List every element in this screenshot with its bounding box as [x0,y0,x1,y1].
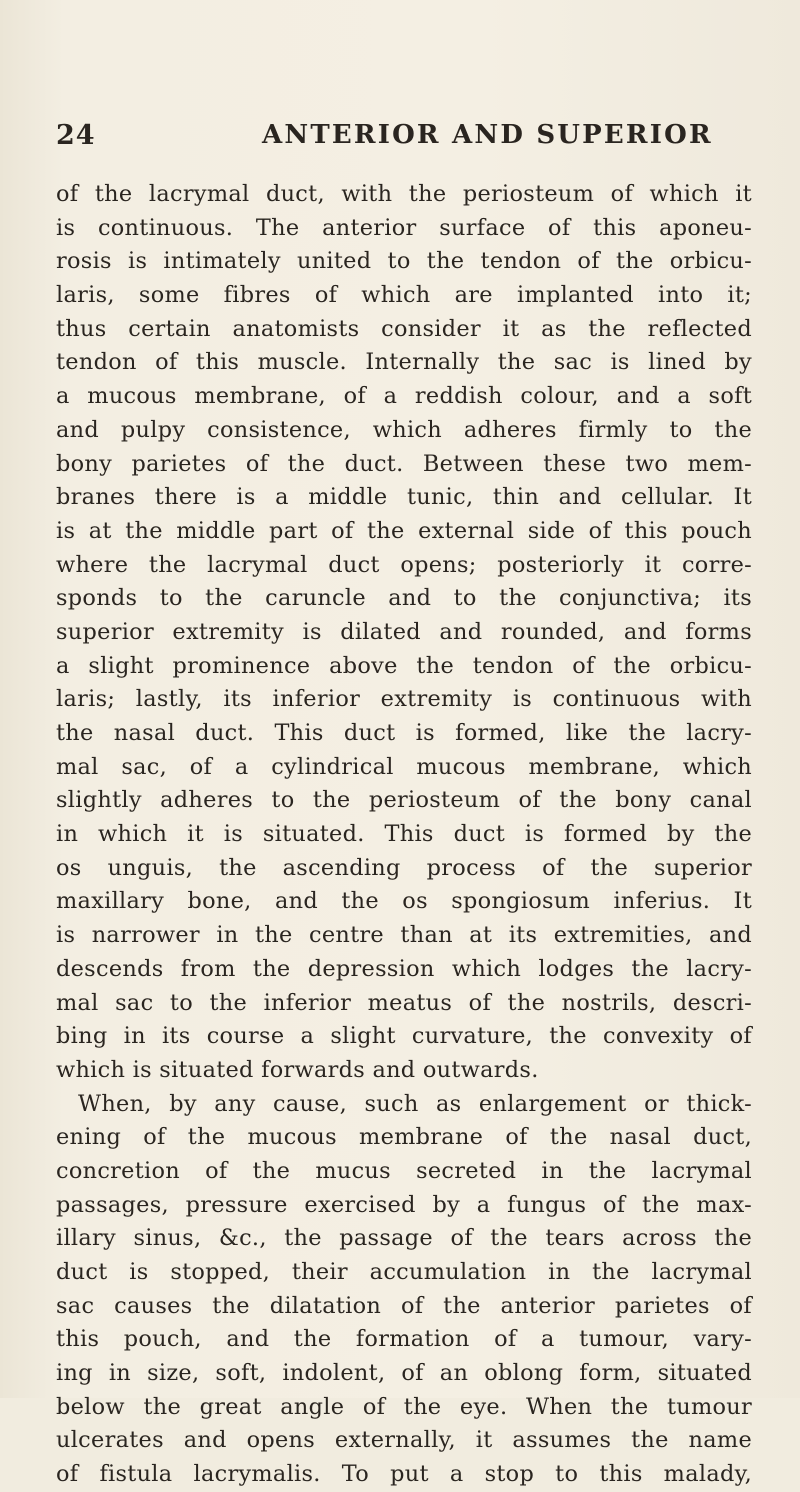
text-line: branes there is a middle tunic, thin and cellular. It [56,484,752,511]
text-line: bony parietes of the duct. Between these two mem- [56,450,752,477]
text-line: tendon of this muscle. Internally the sac is lined by [56,349,752,376]
body-text [56,178,752,1492]
text-line: in which it is situated. This duct is formed by the [56,821,752,848]
page-number: 24 [56,120,96,151]
running-head: ANTERIOR AND SUPERIOR [262,120,713,150]
text-line: laris, some fibres of which are implanted into it; [56,282,752,309]
text-line: concretion of the mucus secreted in the lacrymal [56,1157,752,1184]
text-line: ulcerates and opens externally, it assumes the name [56,1427,752,1454]
text-line: superior extremity is dilated and rounded, and forms [56,618,752,645]
text-line: os unguis, the ascending process of the superior [56,854,752,881]
text-line: a mucous membrane, of a reddish colour, and a soft [56,383,752,410]
text-line: below the great angle of the eye. When the tumour [56,1393,752,1420]
text-line: descends from the depression which lodges the lacry- [56,955,752,982]
page-header [56,120,756,160]
text-line: maxillary bone, and the os spongiosum inferius. It [56,888,752,915]
text-line: the nasal duct. This duct is formed, like the lacry- [56,720,752,746]
text-line: is narrower in the centre than at its extremities, and [56,922,752,949]
text-line: this pouch, and the formation of a tumour, vary- [56,1326,752,1353]
text-line: When, by any cause, such as enlargement or thick- [78,1090,752,1117]
text-line: and pulpy consistence, which adheres firmly to the [56,416,752,443]
text-line: laris; lastly, its inferior extremity is continuous with [56,686,752,713]
text-line: passages, pressure exercised by a fungus of the max- [56,1191,752,1218]
text-line: illary sinus, &c., the passage of the tears across the [56,1225,752,1252]
text-line: mal sac to the inferior meatus of the nostrils, descri- [56,989,752,1016]
text-line: a slight prominence above the tendon of the orbicu- [56,652,752,679]
text-line: duct is stopped, their accumulation in the lacrymal [56,1259,752,1285]
text-line: slightly adheres to the periosteum of the bony canal [56,787,752,814]
text-line: thus certain anatomists consider it as the reflected [56,315,752,342]
text-line: sponds to the caruncle and to the conjunctiva; its [56,585,752,612]
text-line: where the lacrymal duct opens; posteriorly it corre- [56,551,752,578]
text-line: ing in size, soft, indolent, of an oblong form, situated [56,1360,752,1387]
text-line: which is situated forwards and outwards. [56,1056,539,1083]
text-line: sac causes the dilatation of the anterior parietes of [56,1292,752,1319]
text-line: is continuous. The anterior surface of this aponeu- [56,214,752,241]
text-line: rosis is intimately united to the tendon of the orbicu- [56,248,752,275]
text-line: mal sac, of a cylindrical mucous membrane, which [56,753,752,780]
text-line: of fistula lacrymalis. To put a stop to this malady, [56,1461,752,1488]
text-line: is at the middle part of the external side of this pouch [56,517,752,544]
text-line: bing in its course a slight curvature, the convexity of [56,1023,752,1050]
text-line: ening of the mucous membrane of the nasal duct, [56,1124,752,1151]
text-line: of the lacrymal duct, with the periosteum of which it [56,181,752,207]
